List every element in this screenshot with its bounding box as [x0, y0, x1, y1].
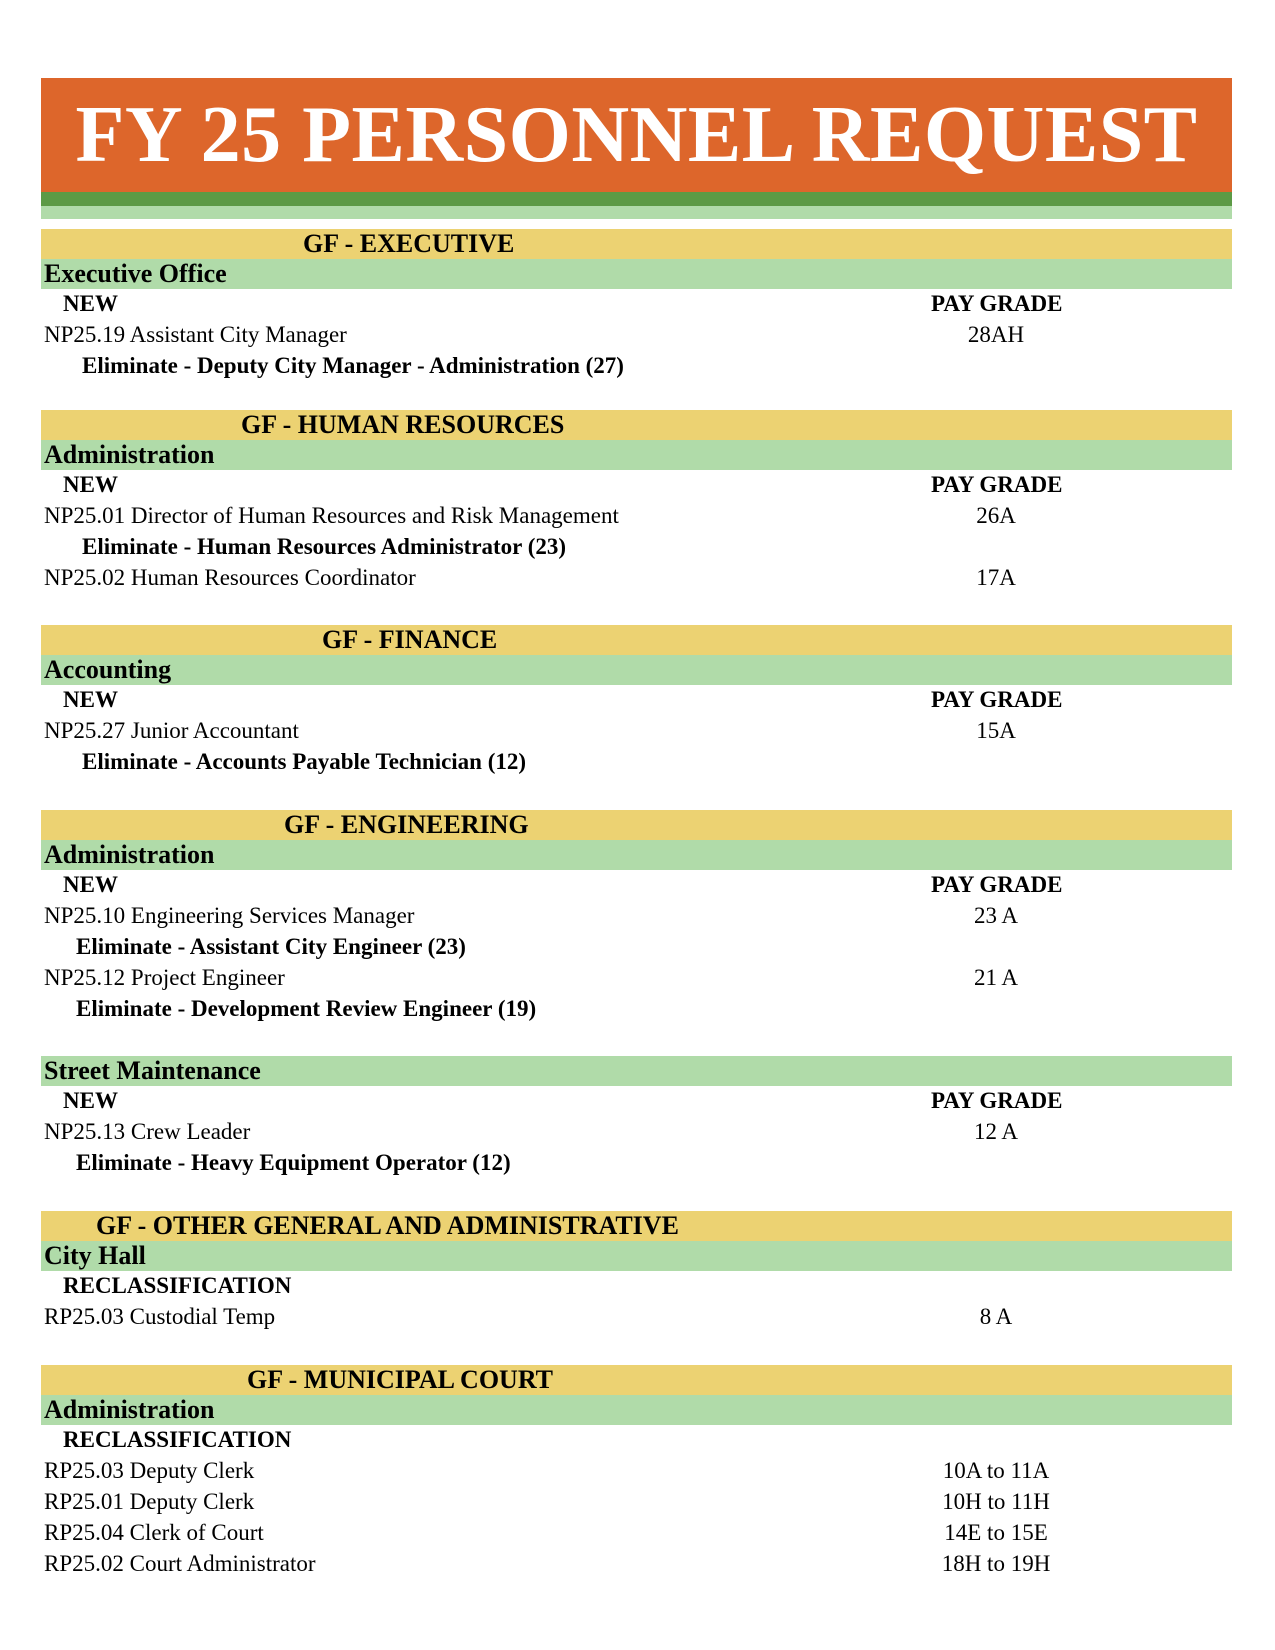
department-header	[41, 1365, 1232, 1395]
pay-grade-value: 14E to 15E	[944, 1520, 1048, 1545]
position-row	[41, 901, 1232, 931]
column-header-row	[41, 685, 1232, 715]
department-title: GF - ENGINEERING	[284, 810, 529, 839]
department-title: GF - OTHER GENERAL AND ADMINISTRATIVE	[96, 1211, 679, 1240]
department-header	[41, 229, 1232, 259]
eliminate-label: Eliminate - Accounts Payable Technician (12)	[82, 749, 527, 774]
division-header	[41, 1056, 1232, 1086]
banner-stripe-dark	[41, 192, 1232, 206]
banner-stripe-light	[41, 206, 1232, 219]
position-label: NP25.12 Project Engineer	[44, 965, 285, 990]
division-title: Administration	[44, 1395, 215, 1424]
request-type-label: NEW	[63, 687, 118, 712]
department-header	[41, 810, 1232, 840]
column-header-row	[41, 289, 1232, 319]
position-row	[41, 1549, 1232, 1579]
request-type-label: NEW	[63, 291, 118, 316]
position-label: RP25.01 Deputy Clerk	[44, 1489, 255, 1514]
pay-grade-value: 26A	[976, 503, 1016, 528]
division-header	[41, 655, 1232, 685]
position-row	[41, 1518, 1232, 1548]
title-banner	[41, 78, 1232, 192]
position-label: RP25.04 Clerk of Court	[44, 1520, 264, 1545]
position-label: NP25.19 Assistant City Manager	[44, 322, 347, 347]
position-label: NP25.02 Human Resources Coordinator	[44, 565, 416, 590]
pay-grade-value: 18H to 19H	[941, 1551, 1051, 1576]
pay-grade-value: 15A	[976, 718, 1016, 743]
request-type-label: RECLASSIFICATION	[63, 1427, 292, 1452]
department-title: GF - FINANCE	[322, 625, 498, 654]
eliminate-row	[41, 747, 1232, 777]
column-header-row	[41, 1271, 1232, 1301]
eliminate-row	[41, 932, 1232, 962]
pay-grade-value: 28AH	[967, 322, 1025, 347]
division-header	[41, 840, 1232, 870]
column-header-row	[41, 470, 1232, 500]
division-header	[41, 1395, 1232, 1425]
position-label: RP25.03 Custodial Temp	[44, 1304, 276, 1329]
position-row	[41, 320, 1232, 350]
department-header	[41, 1211, 1232, 1241]
pay-grade-value: 21 A	[973, 965, 1019, 990]
department-header	[41, 410, 1232, 440]
position-label: NP25.01 Director of Human Resources and Risk Management	[44, 503, 619, 528]
position-row	[41, 1302, 1232, 1332]
column-header-row	[41, 1086, 1232, 1116]
pay-grade-value: 12 A	[973, 1119, 1019, 1144]
eliminate-label: Eliminate - Human Resources Administrator (23)	[82, 534, 567, 559]
pay-grade-header: PAY GRADE	[931, 472, 1063, 497]
pay-grade-value: 10A to 11A	[942, 1458, 1050, 1483]
position-row	[41, 716, 1232, 746]
department-title: GF - HUMAN RESOURCES	[241, 410, 565, 439]
position-row	[41, 1487, 1232, 1517]
request-type-label: NEW	[63, 1088, 118, 1113]
position-row	[41, 501, 1232, 531]
column-header-row	[41, 870, 1232, 900]
pay-grade-value: 23 A	[973, 903, 1019, 928]
position-row	[41, 1117, 1232, 1147]
pay-grade-header: PAY GRADE	[931, 1088, 1063, 1113]
position-label: NP25.13 Crew Leader	[44, 1119, 251, 1144]
department-title: GF - EXECUTIVE	[303, 229, 515, 258]
pay-grade-value: 8 A	[979, 1304, 1013, 1329]
division-title: City Hall	[44, 1241, 146, 1270]
eliminate-label: Eliminate - Heavy Equipment Operator (12)	[76, 1150, 511, 1175]
position-row	[41, 1456, 1232, 1486]
position-label: NP25.27 Junior Accountant	[44, 718, 299, 743]
division-title: Street Maintenance	[44, 1056, 261, 1085]
division-title: Executive Office	[44, 259, 227, 288]
position-label: RP25.02 Court Administrator	[44, 1551, 316, 1576]
eliminate-label: Eliminate - Assistant City Engineer (23)	[76, 934, 466, 959]
pay-grade-value: 10H to 11H	[942, 1489, 1050, 1514]
page-title: FY 25 PERSONNEL REQUEST	[75, 91, 1198, 179]
request-type-label: RECLASSIFICATION	[63, 1273, 292, 1298]
eliminate-row	[41, 1148, 1232, 1178]
eliminate-label: Eliminate - Development Review Engineer (19)	[76, 996, 537, 1021]
position-row	[41, 963, 1232, 993]
eliminate-row	[41, 351, 1232, 381]
department-header	[41, 625, 1232, 655]
position-label: NP25.10 Engineering Services Manager	[44, 903, 415, 928]
department-title: GF - MUNICIPAL COURT	[247, 1365, 554, 1394]
pay-grade-value: 17A	[976, 565, 1016, 590]
eliminate-label: Eliminate - Deputy City Manager - Administration (27)	[82, 353, 624, 378]
position-row	[41, 563, 1232, 593]
division-header	[41, 440, 1232, 470]
position-label: RP25.03 Deputy Clerk	[44, 1458, 255, 1483]
request-type-label: NEW	[63, 872, 118, 897]
division-header	[41, 1241, 1232, 1271]
request-type-label: NEW	[63, 472, 118, 497]
pay-grade-header: PAY GRADE	[931, 872, 1063, 897]
pay-grade-header: PAY GRADE	[931, 291, 1063, 316]
eliminate-row	[41, 994, 1232, 1024]
pay-grade-header: PAY GRADE	[931, 687, 1063, 712]
division-header	[41, 259, 1232, 289]
eliminate-row	[41, 532, 1232, 562]
division-title: Accounting	[44, 655, 172, 684]
division-title: Administration	[44, 840, 215, 869]
division-title: Administration	[44, 440, 215, 469]
column-header-row	[41, 1425, 1232, 1455]
